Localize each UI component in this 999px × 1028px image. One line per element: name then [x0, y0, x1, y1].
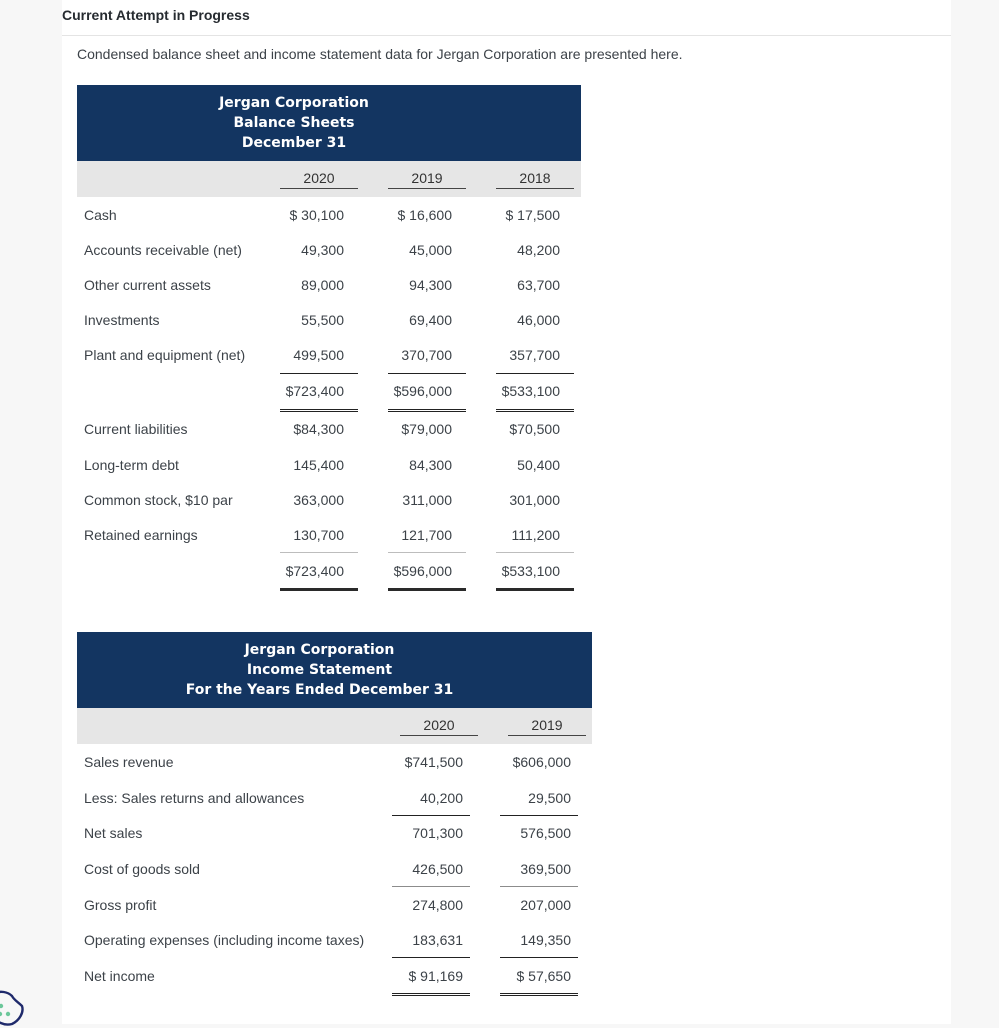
cell-value: 46,000 — [517, 312, 560, 328]
total-value: $596,000 — [393, 563, 452, 579]
row-label: Long-term debt — [84, 457, 179, 473]
income-statement-title — [77, 632, 592, 708]
company-name: Jergan Corporation — [219, 95, 369, 111]
row-label: Net income — [84, 968, 155, 984]
cell-value: 69,400 — [409, 312, 452, 328]
row-label: Plant and equipment (net) — [84, 347, 246, 363]
cell-value: 426,500 — [412, 861, 463, 877]
row-label: Cash — [84, 207, 117, 223]
cell-value: 145,400 — [293, 457, 344, 473]
divider — [62, 35, 951, 36]
cell-value: 111,200 — [511, 527, 560, 543]
year-header: 2018 — [496, 170, 574, 189]
cell-value: 301,000 — [509, 492, 560, 508]
cell-value: 89,000 — [301, 277, 344, 293]
row-label: Operating expenses (including income taxes) — [84, 932, 365, 948]
total-value: $723,400 — [285, 383, 344, 399]
statement-period: For the Years Ended December 31 — [185, 682, 454, 698]
cell-value: 701,300 — [412, 825, 463, 841]
total-rule — [496, 588, 574, 591]
cell-value: $ 30,100 — [289, 207, 344, 223]
net-income-row — [77, 958, 592, 993]
intro-text: Condensed balance sheet and income statement data for Jergan Corporation are presented here. — [77, 46, 683, 62]
table-row — [77, 302, 581, 337]
row-label: Less: Sales returns and allowances — [84, 790, 305, 806]
company-name: Jergan Corporation — [244, 642, 395, 658]
cell-value: 357,700 — [509, 347, 560, 363]
cell-value: 311,000 — [402, 492, 452, 508]
table-row — [77, 267, 581, 302]
cell-value: 40,200 — [420, 790, 463, 806]
cell-value: 370,700 — [401, 347, 452, 363]
cell-value: $606,000 — [512, 754, 571, 770]
year-header-row — [77, 161, 581, 197]
year-header: 2019 — [508, 717, 586, 736]
table-row — [77, 887, 592, 922]
total-rule — [388, 588, 466, 591]
balance-sheet-table — [77, 85, 581, 595]
total-value: $723,400 — [285, 563, 344, 579]
table-row — [77, 922, 592, 957]
row-label: Current liabilities — [84, 421, 188, 437]
table-row — [77, 851, 592, 886]
total-liabilities-equity-row — [77, 553, 581, 588]
cell-value: 49,300 — [301, 242, 344, 258]
row-label: Accounts receivable (net) — [84, 242, 242, 258]
cell-value: 48,200 — [517, 242, 560, 258]
cookie-icon[interactable] — [0, 988, 30, 1028]
cell-value: 121,700 — [401, 527, 452, 543]
cell-value: 29,500 — [528, 790, 571, 806]
table-row — [77, 197, 581, 232]
attempt-title: Current Attempt in Progress — [62, 7, 250, 23]
total-rule — [392, 993, 470, 996]
table-row — [77, 232, 581, 267]
cell-value: $ 91,169 — [408, 968, 463, 984]
cell-value: 45,000 — [409, 242, 452, 258]
table-row — [77, 744, 592, 779]
balance-sheet-title — [77, 85, 581, 161]
year-header: 2019 — [388, 170, 466, 189]
cell-value: 63,700 — [517, 277, 560, 293]
row-label: Investments — [84, 312, 160, 328]
cell-value: $84,300 — [293, 421, 344, 437]
table-row — [77, 337, 581, 372]
cell-value: $79,000 — [401, 421, 452, 437]
cell-value: $ 57,650 — [516, 968, 571, 984]
row-label: Net sales — [84, 825, 143, 841]
statement-name: Balance Sheets — [233, 115, 355, 131]
table-row — [77, 482, 581, 517]
cell-value: 207,000 — [520, 897, 571, 913]
cell-value: $ 16,600 — [397, 207, 452, 223]
cell-value: 369,500 — [520, 861, 571, 877]
cell-value: 50,400 — [517, 457, 560, 473]
cell-value: $70,500 — [509, 421, 560, 437]
table-row — [77, 780, 592, 815]
statement-date: December 31 — [241, 135, 347, 151]
year-header-row — [77, 708, 592, 744]
income-statement-table — [77, 632, 592, 1002]
table-row — [77, 411, 581, 446]
table-row — [77, 517, 581, 552]
cell-value: 183,631 — [412, 932, 463, 948]
total-value: $533,100 — [501, 563, 560, 579]
row-label: Retained earnings — [84, 527, 198, 543]
total-rule — [280, 588, 358, 591]
row-label: Common stock, $10 par — [84, 492, 233, 508]
total-value: $596,000 — [393, 383, 452, 399]
year-header: 2020 — [280, 170, 358, 189]
cell-value: 94,300 — [409, 277, 452, 293]
total-rule — [500, 993, 578, 996]
cell-value: 149,350 — [520, 932, 571, 948]
table-row — [77, 815, 592, 850]
cell-value: 84,300 — [409, 457, 452, 473]
cell-value: 363,000 — [293, 492, 344, 508]
cell-value: $741,500 — [404, 754, 463, 770]
year-header: 2020 — [400, 717, 478, 736]
statement-name: Income Statement — [246, 662, 393, 678]
cell-value: 274,800 — [412, 897, 463, 913]
row-label: Gross profit — [84, 897, 157, 913]
cell-value: 130,700 — [293, 527, 344, 543]
question-panel — [62, 0, 951, 1024]
total-assets-row — [77, 373, 581, 408]
cell-value: $ 17,500 — [505, 207, 560, 223]
cell-value: 576,500 — [520, 825, 571, 841]
cell-value: 499,500 — [293, 347, 344, 363]
row-label: Other current assets — [84, 277, 211, 293]
cell-value: 55,500 — [301, 312, 344, 328]
total-value: $533,100 — [501, 383, 560, 399]
row-label: Sales revenue — [84, 754, 174, 770]
row-label: Cost of goods sold — [84, 861, 200, 877]
table-row — [77, 447, 581, 482]
